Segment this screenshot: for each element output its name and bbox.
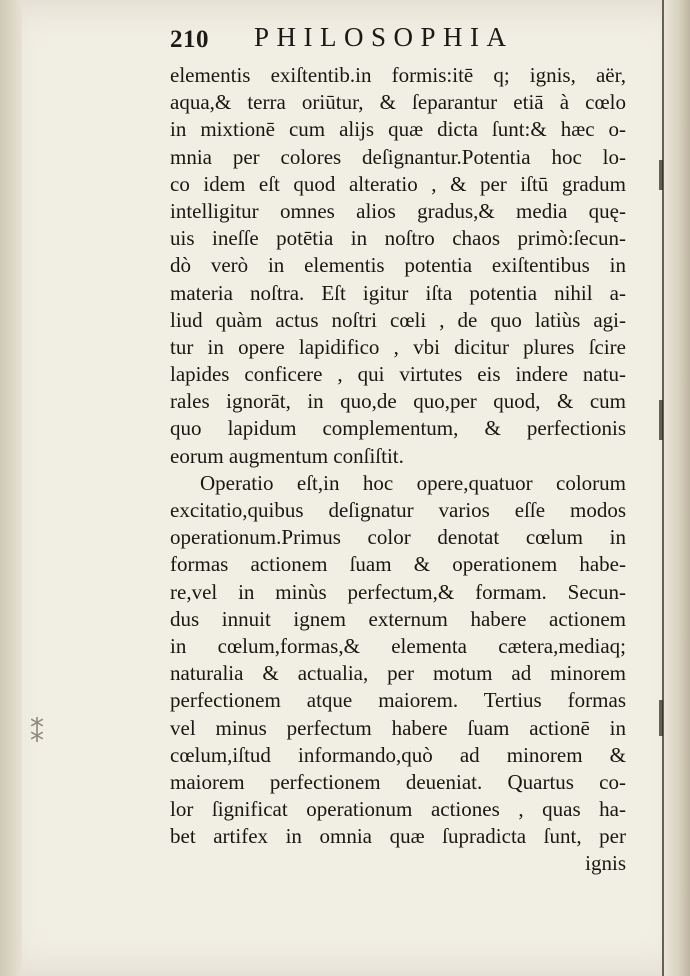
text-line: operationum.Primus color denotat cœlum in [170,525,626,550]
gutter-line [662,0,664,976]
text-line: mnia per colores deſignantur.Potentia hoc lo- [170,144,626,169]
page-number: 210 [170,26,209,53]
binding-mark [659,160,663,190]
text-line: perfectionem atque maiorem. Tertius formas [170,688,626,713]
text-line: re,vel in minùs perfectum,& formam. Secun- [170,579,626,604]
text-line: co idem eſt quod alteratio , & per iſtū gradum [170,171,626,196]
text-line: bet artifex in omnia quæ ſupradicta ſunt, per [170,824,626,849]
text-line: excitatio,quibus deſignatur varios eſſe modos [170,498,626,522]
running-title: PHILOSOPHIA [254,22,514,52]
right-binding-edge [662,0,690,976]
text-line: materia noſtra. Eſt igitur iſta potentia nihil a- [170,280,626,305]
text-line: dus innuit ignem externum habere actionem [170,606,626,631]
text-line: intelligitur omnes alios gradus,& media quę- [170,198,626,223]
text-line: maiorem perfectionem deueniat. Quartus co- [170,769,626,794]
binding-mark [659,400,663,440]
text-line: uis ineſſe potētia in noſtro chaos primò:ſecun- [170,226,626,251]
text-line: elementis exiſtentib.in formis:itē q; ignis, aër, [170,63,626,87]
text-line: tur in opere lapidifico , vbi dicitur plures ſcire [170,334,626,359]
body-text [170,62,626,878]
text-line: vel minus perfectum habere ſuam actionē in [170,715,626,740]
left-page-edge [0,0,22,976]
text-line: lapides conficere , qui virtutes eis indere natu- [170,362,626,387]
text-line: cœlum,iſtud informando,quò ad minorem & [170,742,626,767]
text-line: liud quàm actus noſtri cœli , de quo latiùs agi- [170,307,626,332]
text-line: in mixtionē cum alijs quæ dicta ſunt:& hæc o- [170,117,626,142]
paragraph-start-line: Operatio eſt,in hoc opere,quatuor colorum [200,470,626,495]
margin-mark: ⁑ [30,718,44,749]
text-line: rales ignorāt, in quo,de quo,per quod, & cum [170,389,626,414]
text-line: lor ſignificat operationum actiones , quas ha- [170,797,626,822]
page-header [170,22,570,58]
text-line: dò verò in elementis potentia exiſtentibus in [170,253,626,278]
binding-mark [659,700,663,736]
text-line: quo lapidum complementum, & perfectionis [170,416,626,441]
text-line: aqua,& terra oriūtur, & ſeparantur etiā à cœlo [170,90,626,115]
text-line: in cœlum,formas,& elementa cætera,mediaq; [170,633,626,658]
paragraph-end-line: eorum augmentum conſiſtit. [170,443,404,468]
text-line: formas actionem ſuam & operationem habe- [170,552,626,577]
text-line: naturalia & actualia, per motum ad minorem [170,661,626,686]
catchword: ignis [585,851,626,876]
